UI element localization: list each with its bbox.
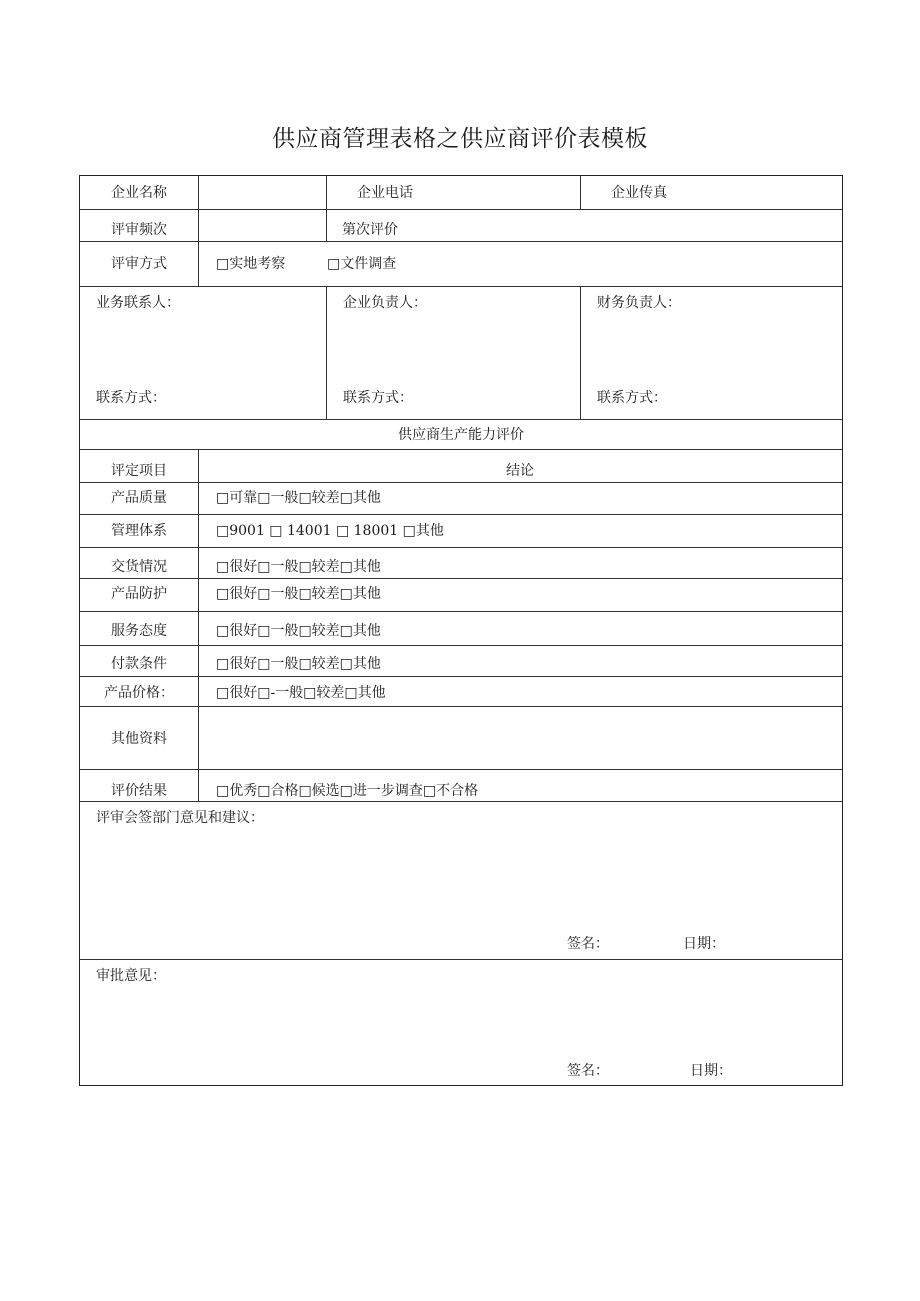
eval-row-options[interactable]: □很好□一般□较差□其他 [216, 623, 381, 639]
eval-row-options[interactable]: □9001 □ 14001 □ 18001 □其他 [216, 523, 444, 539]
company-name-label: 企业名称 [111, 185, 167, 201]
eval-row-label: 付款条件 [111, 656, 167, 672]
company-phone-label: 企业电话 [357, 185, 413, 201]
row-divider [80, 419, 842, 420]
column-divider [326, 286, 327, 419]
approval-sign-label: 签名： [567, 1063, 609, 1079]
eval-row-options[interactable]: □很好□一般□较差□其他 [216, 559, 381, 575]
column-divider [326, 176, 327, 241]
eval-row-label: 产品价格： [104, 685, 174, 701]
evaluation-form-table [79, 175, 843, 1086]
column-divider [580, 286, 581, 419]
review-date-label: 日期： [683, 936, 725, 952]
row-divider [80, 241, 842, 242]
review-frequency-label: 评审频次 [111, 222, 167, 238]
row-divider [80, 578, 842, 579]
eval-row-options[interactable]: □很好□一般□较差□其他 [216, 656, 381, 672]
evaluation-result-options[interactable]: □优秀□合格□候选□进一步调查□不合格 [216, 783, 479, 799]
eval-row-label: 服务态度 [111, 623, 167, 639]
finance-head-contact-info-label: 联系方式： [597, 390, 667, 406]
company-head-contact-info-label: 联系方式： [343, 390, 413, 406]
company-head-label: 企业负责人： [343, 295, 427, 311]
row-divider [80, 769, 842, 770]
business-contact-label: 业务联系人： [96, 295, 180, 311]
row-divider [80, 547, 842, 548]
company-fax-label: 企业传真 [611, 185, 667, 201]
row-divider [80, 676, 842, 677]
column-divider [198, 241, 199, 286]
row-divider [80, 645, 842, 646]
eval-row-options[interactable]: □可靠□一般□较差□其他 [216, 490, 381, 506]
eval-item-header: 评定项目 [111, 463, 167, 479]
row-divider [80, 449, 842, 450]
finance-head-label: 财务负责人： [597, 295, 681, 311]
row-divider [80, 209, 842, 210]
eval-row-label: 管理体系 [111, 523, 167, 539]
column-divider [198, 449, 199, 801]
eval-conclusion-header: 结论 [506, 463, 534, 479]
row-divider [80, 706, 842, 707]
row-divider [80, 482, 842, 483]
review-sign-label: 签名： [567, 936, 609, 952]
row-divider [80, 801, 842, 802]
column-divider [580, 176, 581, 209]
other-materials-label: 其他资料 [111, 731, 167, 747]
checkbox-onsite-inspection[interactable]: □实地考察 [216, 256, 286, 272]
row-divider [80, 286, 842, 287]
business-contact-info-label: 联系方式： [96, 390, 166, 406]
row-divider [80, 514, 842, 515]
review-method-label: 评审方式 [111, 256, 167, 272]
approval-date-label: 日期： [690, 1063, 732, 1079]
approval-label: 审批意见： [96, 968, 166, 984]
review-frequency-value: 第次评价 [342, 222, 398, 238]
review-opinion-label: 评审会签部门意见和建议： [96, 810, 264, 826]
section-title: 供应商生产能力评价 [398, 427, 524, 443]
eval-row-label: 交货情况 [111, 559, 167, 575]
column-divider [198, 176, 199, 241]
row-divider [80, 611, 842, 612]
eval-row-options[interactable]: □很好□-一般□较差□其他 [216, 685, 386, 701]
eval-row-label: 产品质量 [111, 490, 167, 506]
checkbox-document-survey[interactable]: □文件调查 [327, 256, 397, 272]
row-divider [80, 959, 842, 960]
evaluation-result-label: 评价结果 [111, 783, 167, 799]
eval-row-label: 产品防护 [111, 586, 167, 602]
eval-row-options[interactable]: □很好□一般□较差□其他 [216, 586, 381, 602]
form-title: 供应商管理表格之供应商评价表模板 [272, 126, 648, 152]
